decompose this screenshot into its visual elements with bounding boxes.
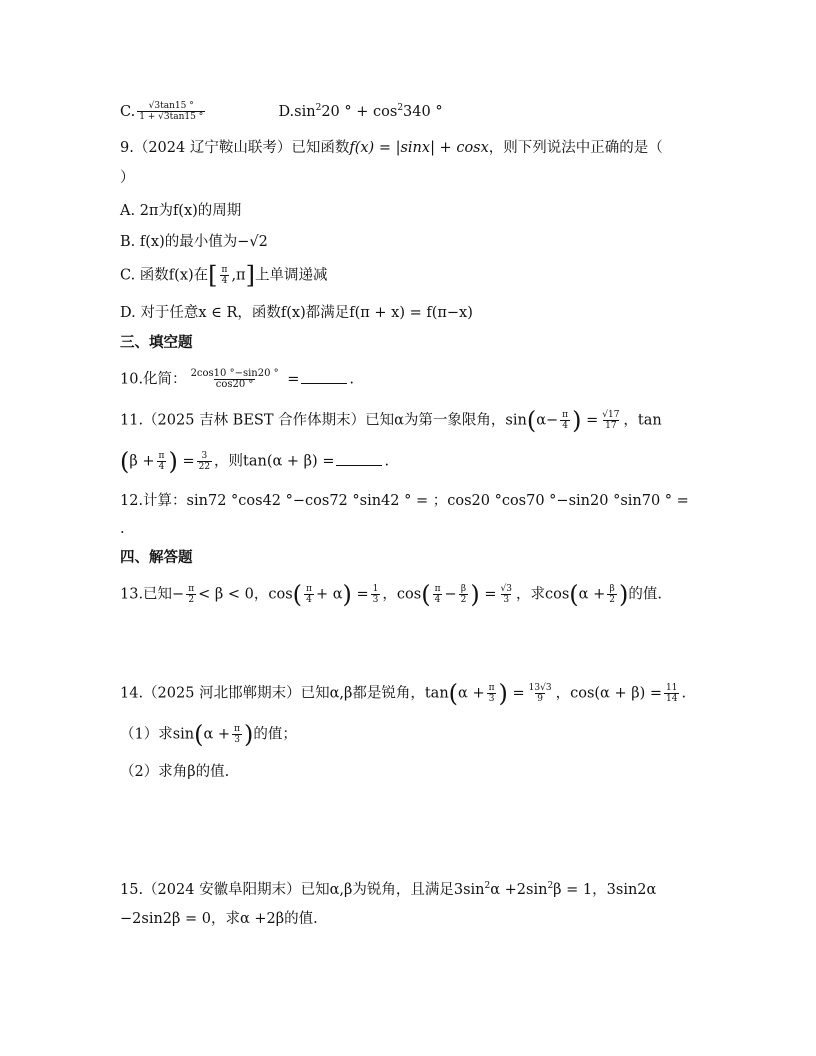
q8-option-d-label: D. xyxy=(278,103,295,120)
q9-stem-text-b: ，则下列说法中正确的是（ xyxy=(488,140,663,156)
q14-sub2: （2）求角β的值. xyxy=(120,764,230,780)
section-answer-heading: 四、解答题 xyxy=(120,549,193,566)
q8-options xyxy=(120,98,443,122)
q9-function: f(x) = |sinx| + cosx xyxy=(349,140,489,156)
q14-sub1: （1）求sin(α + $\frac{\pi}{3}$ )的值； xyxy=(120,720,297,749)
q8-option-c-fraction xyxy=(137,101,205,122)
q14-stem: 14.（2025 河北邯郸期末）已知α,β都是锐角，tan(α + $\frac{\pi}{3}$ ) = $\frac{13√3}{9}$ ，cos(α + β) = $\frac{11}{14}$ . xyxy=(120,679,687,708)
q11-line2: (β + $\frac{\pi}{4}$ ) = $\frac{3}{22}$ ，则tan(α + β) = . xyxy=(120,447,390,476)
q15-line2: −2sin2β = 0，求α +2β的值. xyxy=(120,911,318,927)
q9-option-b: B. f(x)的最小值为−√2 xyxy=(120,234,268,250)
q9-option-d: D. 对于任意x ∈ R，函数f(x)都满足f(π + x) = f(π−x) xyxy=(120,305,473,321)
fraction-denominator: 1 + √3tan15 ° xyxy=(139,112,204,123)
answer-blank[interactable] xyxy=(301,371,347,384)
q11-line1: 11.（2025 吉林 BEST 合作体期末）已知α为第一象限角，sin(α− $\frac{\pi}{4}$ ) = $\frac{√17}{17}$ ，tan xyxy=(120,406,662,435)
q9-option-c: C. 函数f(x)在[ $\frac{\pi}{4}$ ,π]上单调递减 xyxy=(120,261,328,290)
answer-blank[interactable] xyxy=(336,453,382,466)
q9-stem xyxy=(120,138,663,158)
q12-end: . xyxy=(120,521,125,537)
q9-stem-text: 9.（2024 辽宁鞍山联考）已知函数 xyxy=(120,140,350,156)
section-fill-in-heading: 三、填空题 xyxy=(120,334,193,351)
q13: 13.已知− $\frac{\pi}{2}$ < β < 0，cos( $\frac{\pi}{4}$ + α) = $\frac{1}{3}$ ，cos( $\frac{\pi}{4}$ − $\frac{\beta}{2}$ ) = $\frac{√3}{3}$ ，求cos(α + $\frac{\beta}{2}$ )的值. xyxy=(120,580,662,609)
fraction-numerator: √3tan15 ° xyxy=(148,101,194,112)
q9-option-a: A. 2π为f(x)的周期 xyxy=(120,203,242,219)
q10: 10.化简： $\frac{2\cos 10 ^\circ-\sin 20 ^\circ}{\cos 20 ^\circ}$ = . xyxy=(120,368,355,390)
q15-line1: 15.（2024 安徽阜阳期末）已知α,β为锐角，且满足$3\sin^2\alpha +2\sin^2\beta = 1$，3sin2α xyxy=(120,881,657,898)
q8-option-d-expr: $\sin^220$ ° + $\cos^2340$ ° xyxy=(294,103,443,120)
q8-option-c-label: C. xyxy=(120,103,136,120)
q9-stem-close: ） xyxy=(120,170,135,186)
q12: 12.计算：sin72 °cos42 °−cos72 °sin42 ° = ；cos20 °cos70 °−sin20 °sin70 ° = xyxy=(120,493,689,509)
